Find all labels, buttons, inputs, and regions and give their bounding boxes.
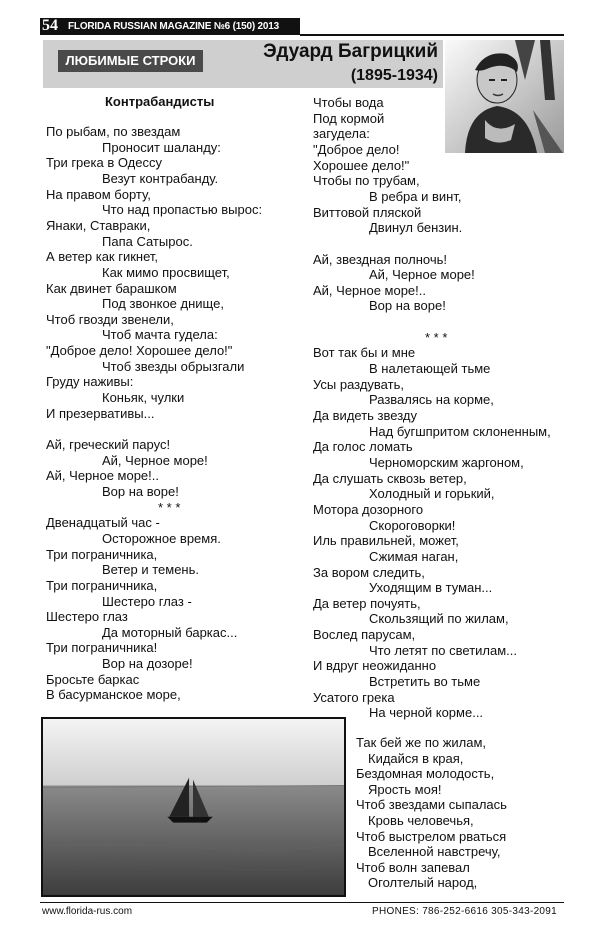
poem-line: На правом борту, [46,186,151,202]
poem-line: "Доброе дело! Хорошее дело!" [46,343,233,359]
poem-line: Ай, Черное море!.. [46,468,159,484]
poem-line: Под кормой [313,110,385,126]
poem-line: Чтобы вода [313,95,384,110]
poem-line: Да видеть звезду [313,408,417,423]
poem-line: Так бей же по жилам, [356,735,487,750]
poem-line: Да ветер почуять, [313,595,421,611]
poem-line: Кидайся в края, [368,750,464,766]
author-years: (1895-1934) [350,67,438,84]
poem-line: Чтоб волн запевал [356,859,470,875]
poem-line: Вор на воре! [102,483,179,499]
poem-line: Проносит шаланду: [102,139,221,155]
poem-line: Вселенной навстречу, [368,844,501,860]
poem-line: В ребра и винт, [369,188,462,204]
section-badge-label: ЛЮБИМЫЕ СТРОКИ [65,53,196,68]
poem-line: Шестеро глаз - [102,593,192,609]
poem-line: загудела: [313,126,370,142]
poem-line: Везут контрабанду. [102,170,219,186]
poem-title: Контрабандисты [105,94,215,109]
poem-line: Оголтелый народ, [368,875,478,891]
poem-line: Чтоб звезды обрызгали [102,358,245,374]
poem-line: Янаки, Ставраки, [46,217,151,233]
poem-line: Бездомная молодость, [356,766,495,782]
poem-line: Над бугшпритом склоненным, [369,423,551,439]
poem-line: Чтоб звездами сыпалась [356,797,507,813]
poem-line: Усатого грека [313,689,395,705]
poem-line: Три пограничника, [46,577,158,593]
poem-line: Кровь человечья, [368,813,474,828]
poem-line: А ветер как гикнет, [46,249,159,265]
header-rule [300,34,564,36]
poem-line: Ай, Черное море! [102,452,208,468]
footer-rule [40,902,564,903]
poem-line: Скользящий по жилам, [369,611,509,627]
poem-line: Что над пропастью вырос: [102,202,263,218]
poem-line: Чтоб мачта гудела: [102,327,218,343]
poem-line: Вор на дозоре! [102,656,193,672]
poem-line: Виттовой пляской [313,204,422,220]
poem-line: Под звонкое днище, [102,296,224,312]
poem-line: Осторожное время. [102,530,221,546]
poem-line: Как двинет барашком [46,280,177,296]
poem-line: Да слушать сквозь ветер, [313,470,467,486]
poem-line: Коньяк, чулки [102,390,185,406]
poem-line: Двинул бензин. [369,220,463,236]
poem-line: Ай, Черное море! [369,267,475,283]
poem-line: Груду наживы: [46,374,134,390]
poem-line: Вор на воре! [369,298,446,314]
poem-line: Да голос ломать [313,439,413,455]
poem-line: И презервативы... [46,405,155,421]
poem-line: Что летят по светилам... [369,642,518,658]
poem-line: Чтоб выстрелом рваться [356,828,507,844]
poem-line: Скороговорки! [369,517,456,533]
website-link[interactable]: www.florida-rus.com [42,906,133,917]
poem-line: На черной корме... [369,705,484,721]
poem-line: Три грека в Одессу [46,155,162,171]
poem-line: Черноморским жаргоном, [369,454,524,470]
poem-line: Развалясь на корме, [369,392,494,408]
poem-line: По рыбам, по звездам [46,124,181,139]
poem-line: Шестеро глаз [46,609,128,625]
poem-line: Мотора дозорного [313,501,424,517]
poem-line: Уходящим в туман... [369,580,493,596]
poem-line: Ай, звездная полночь! [313,251,447,267]
poem-line: Чтоб гвозди звенели, [46,311,174,327]
poem-line: И вдруг неожиданно [313,658,437,674]
magazine-title: FLORIDA RUSSIAN MAGAZINE №6 (150) 2013 [68,21,279,32]
poem-line: Чтобы по трубам, [313,173,420,189]
poem-line: Да моторный баркас... [102,624,238,640]
author-portrait-photo [445,40,564,153]
poem-line: За вором следить, [313,564,425,580]
poem-line: Как мимо просвищет, [102,264,230,280]
poem-line: В басурманское море, [46,687,181,703]
sailboat-sea-photo [41,717,346,897]
poem-line: Ветер и темень. [102,562,199,578]
page-number: 54 [42,17,58,34]
stanza-separator: * * * [425,329,448,345]
author-name: Эдуард Багрицкий [263,41,438,62]
poem-line: Три пограничника! [46,640,158,656]
poem-line: Холодный и горький, [369,486,495,502]
poem-line: Хорошее дело!" [313,157,410,173]
poem-line: Вот так бы и мне [313,345,416,361]
poem-line: Двенадцатый час - [46,515,160,531]
poem-line: В налетающей тьме [369,361,491,377]
poem-line: Ярость моя! [368,781,442,797]
poem-line: Три пограничника, [46,546,158,562]
poem-line: Ай, греческий парус! [46,437,171,452]
poem-line: Иль правильней, может, [313,533,459,549]
poem-line: Встретить во тьме [369,674,481,690]
poem-line: Вослед парусам, [313,627,416,643]
poem-line: Бросьте баркас [46,671,140,687]
stanza-separator: * * * [158,499,181,515]
phone-numbers: PHONES: 786-252-6616 305-343-2091 [372,906,558,917]
poem-line: Ай, Черное море!.. [313,282,426,298]
poem-line: Папа Сатырос. [102,233,193,249]
poem-line: Усы раздувать, [313,376,404,392]
poem-line: "Доброе дело! [313,141,400,157]
poem-line: Сжимая наган, [369,548,459,564]
